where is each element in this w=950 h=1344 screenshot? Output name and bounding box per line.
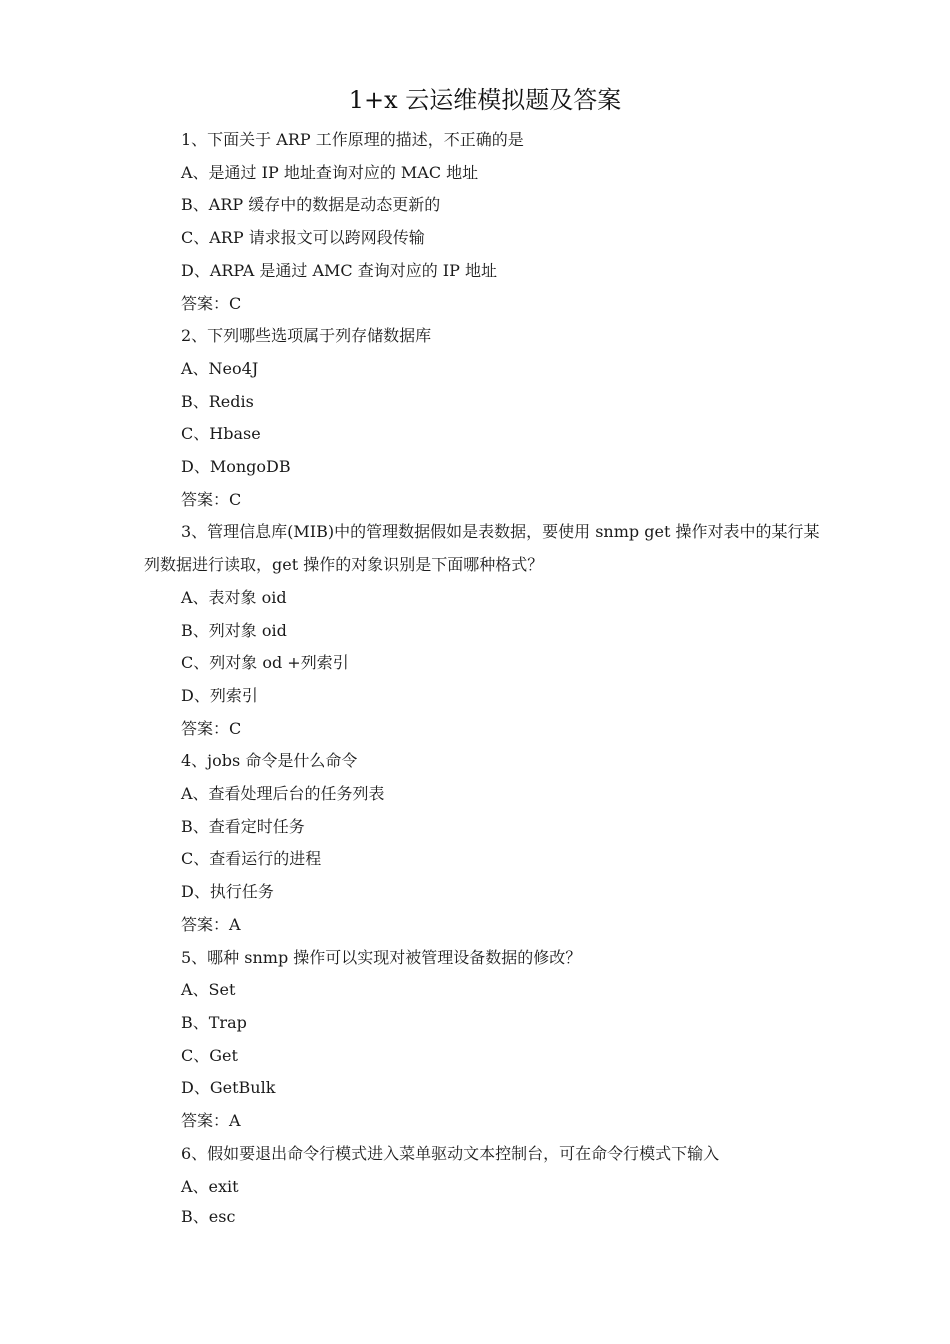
question-stem: 5、哪种 snmp 操作可以实现对被管理设备数据的修改？ (181, 947, 582, 967)
question-5 (144, 942, 824, 1138)
option-a: A、查看处理后台的任务列表 (181, 784, 385, 804)
option-a: A、是通过 IP 地址查询对应的 MAC 地址 (181, 162, 479, 182)
option-c: C、ARP 请求报文可以跨网段传输 (181, 228, 425, 248)
question-stem: 4、jobs 命令是什么命令 (181, 751, 358, 771)
option-b: B、Redis (181, 391, 254, 411)
document-title: 1+x 云运维模拟题及答案 (348, 86, 622, 114)
option-c: C、Hbase (181, 424, 261, 444)
option-d: D、MongoDB (181, 457, 291, 477)
option-a: A、Set (181, 980, 236, 1000)
question-1 (144, 124, 824, 320)
option-b: B、查看定时任务 (181, 816, 305, 836)
answer: 答案：C (181, 293, 242, 313)
question-4 (144, 745, 824, 941)
option-d: D、列索引 (181, 685, 258, 705)
option-b: B、Trap (181, 1012, 247, 1032)
option-c: C、列对象 od +列索引 (181, 653, 349, 673)
question-stem: 2、下列哪些选项属于列存储数据库 (181, 326, 432, 346)
option-b: B、ARP 缓存中的数据是动态更新的 (181, 195, 441, 215)
question-6 (144, 1138, 824, 1231)
answer: 答案：C (181, 489, 242, 509)
option-d: D、GetBulk (181, 1078, 276, 1098)
document-body (144, 124, 824, 1231)
answer: 答案：A (181, 1111, 241, 1131)
question-stem: 6、假如要退出命令行模式进入菜单驱动文本控制台，可在命令行模式下输入 (181, 1143, 720, 1163)
question-stem: 1、下面关于 ARP 工作原理的描述，不正确的是 (181, 130, 524, 149)
option-d: D、ARPA 是通过 AMC 查询对应的 IP 地址 (181, 260, 497, 280)
answer: 答案：C (181, 718, 242, 738)
option-c: C、Get (181, 1045, 238, 1065)
option-a: A、exit (181, 1176, 239, 1196)
answer: 答案：A (181, 914, 241, 934)
option-b: B、列对象 oid (181, 620, 287, 640)
option-a: A、表对象 oid (181, 587, 287, 607)
question-2 (144, 320, 824, 516)
question-3 (144, 516, 824, 745)
option-a: A、Neo4J (181, 358, 259, 378)
option-b: B、esc (181, 1207, 236, 1227)
option-c: C、查看运行的进程 (181, 849, 322, 869)
option-d: D、执行任务 (181, 882, 274, 902)
question-stem: 3、管理信息库(MIB)中的管理数据假如是表数据，要使用 snmp get 操作对表中的某行某列数据进行读取，get 操作的对象识别是下面哪种格式？ (144, 522, 820, 575)
